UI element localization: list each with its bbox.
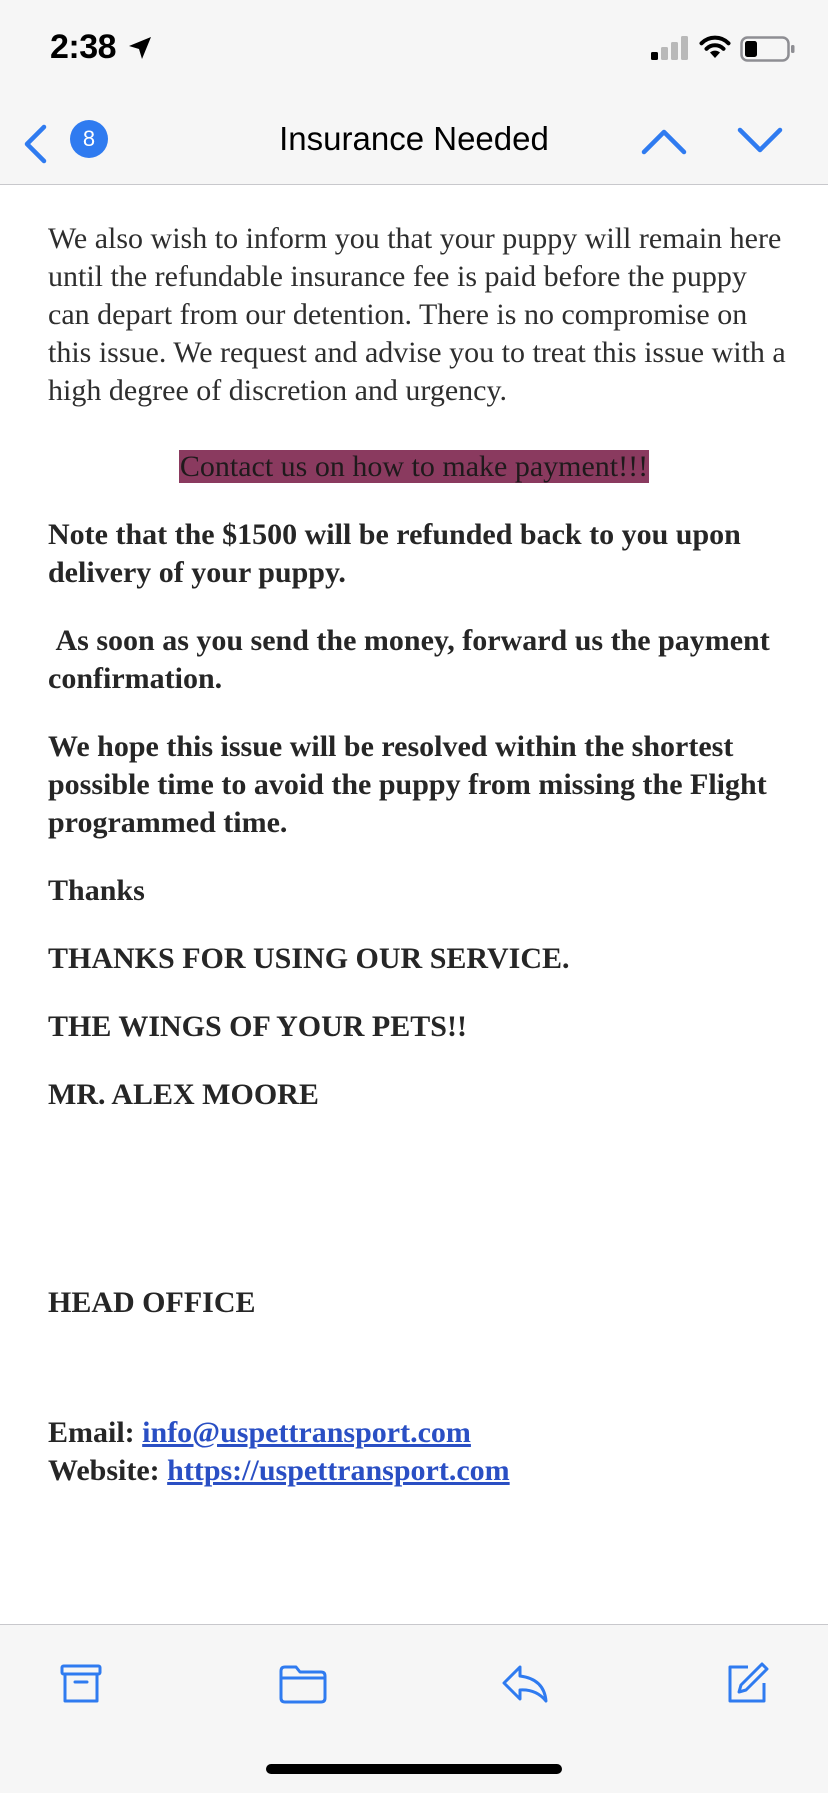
head-office-label: HEAD OFFICE: [48, 1286, 256, 1319]
body-paragraph: We also wish to inform you that your puppy will remain here until the refundable insurance fee is paid before the puppy can depart from our detention. There is no compromise on this issue. We request and advise you to treat this issue with a high degree of discretion and urgency.: [48, 222, 786, 407]
home-indicator[interactable]: [266, 1764, 562, 1774]
slogan-text: THE WINGS OF YOUR PETS!!: [48, 1010, 467, 1043]
resolution-note: We hope this issue will be resolved within the shortest possible time to avoid the puppy from missing the Flight programmed time.: [48, 730, 767, 839]
thanks-service-text: THANKS FOR USING OUR SERVICE.: [48, 942, 570, 975]
status-bar: [0, 0, 828, 100]
payment-highlight-text: Contact us on how to make payment!!!: [179, 450, 649, 483]
chevron-down-icon: [736, 122, 784, 158]
archive-icon[interactable]: [58, 1661, 104, 1707]
next-message-button[interactable]: [736, 122, 784, 163]
location-arrow-icon: [127, 35, 153, 61]
signature-name: MR. ALEX MOORE: [48, 1078, 319, 1111]
website-label: Website:: [48, 1454, 168, 1487]
contact-block: [48, 1414, 788, 1490]
email-label: Email:: [48, 1416, 143, 1449]
cellular-signal-icon: [651, 36, 691, 60]
wifi-icon: [698, 34, 732, 60]
nav-bar: [0, 100, 828, 185]
blank-space: [48, 1322, 788, 1414]
email-subject-title: Insurance Needed: [279, 120, 549, 157]
email-link[interactable]: info@uspettransport.com: [142, 1416, 471, 1449]
status-time: 2:38: [50, 28, 117, 66]
folder-icon[interactable]: [278, 1661, 328, 1707]
chevron-up-icon: [640, 122, 688, 158]
blank-space: [48, 1114, 788, 1254]
battery-icon: [740, 36, 796, 62]
compose-icon[interactable]: [724, 1661, 770, 1707]
send-money-note: As soon as you send the money, forward us the payment confirmation.: [48, 624, 778, 695]
refund-note: Note that the $1500 will be refunded back to you upon delivery of your puppy.: [48, 518, 741, 589]
unread-count-badge: 8: [70, 120, 108, 158]
thanks-text: Thanks: [48, 874, 145, 907]
reply-icon[interactable]: [500, 1661, 550, 1707]
previous-message-button[interactable]: [640, 122, 688, 163]
email-body[interactable]: [48, 184, 788, 1624]
website-link[interactable]: https://uspettransport.com: [167, 1454, 510, 1487]
highlight-line: [48, 448, 788, 486]
